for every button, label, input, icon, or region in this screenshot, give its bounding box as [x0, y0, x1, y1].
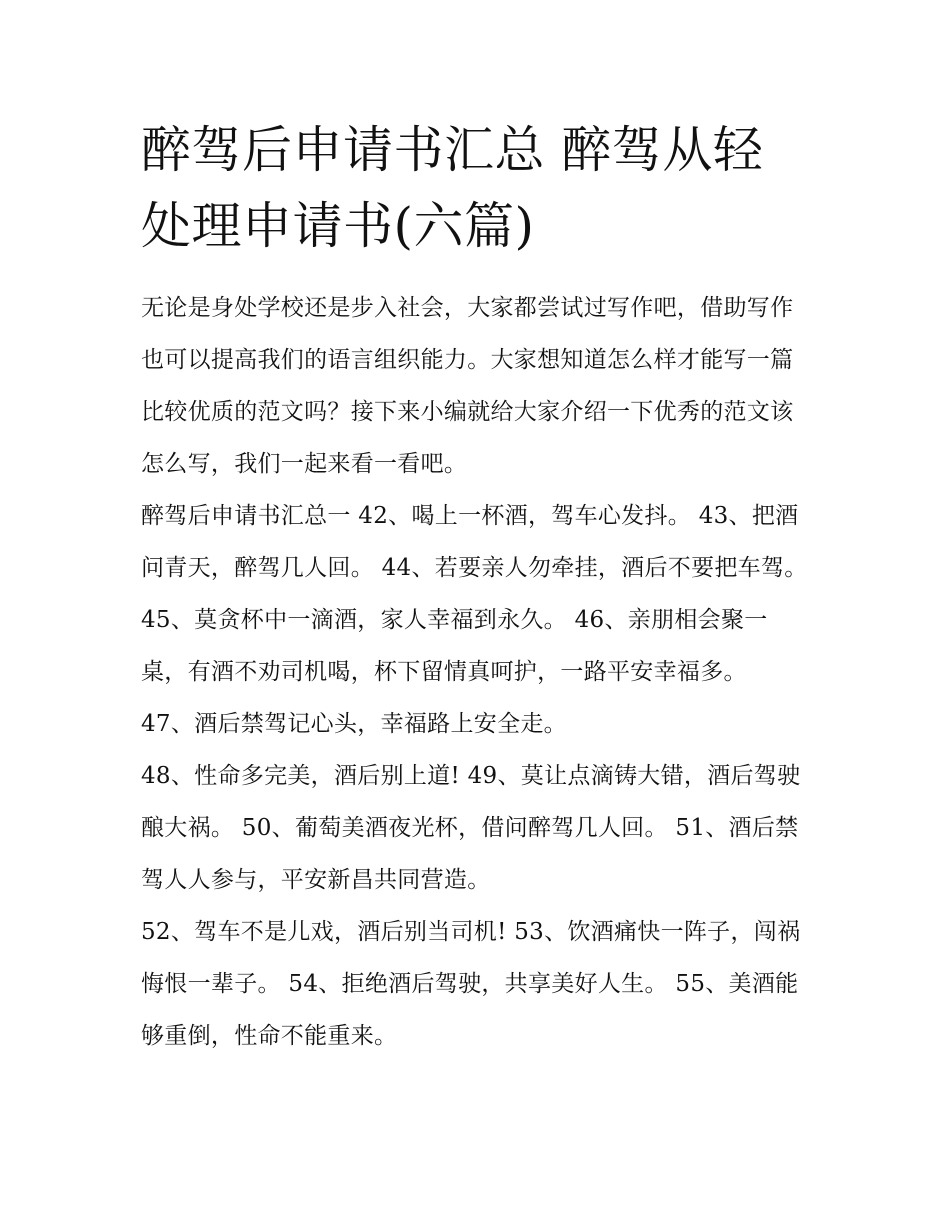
- slogan-paragraph-48-51: 48、性命多完美，酒后别上道! 49、莫让点滴铸大错，酒后驾驶酿大祸。 50、葡萄美酒夜光杯，借问醉驾几人回。 51、酒后禁驾人人参与，平安新昌共同营造。: [141, 763, 801, 893]
- document-title: 醉驾后申请书汇总 醉驾从轻处理申请书(六篇): [141, 121, 764, 255]
- slogan-paragraph-52-55: 52、驾车不是儿戏，酒后别当司机! 53、饮酒痛快一阵子，闯祸悔恨一辈子。 54、拒绝酒后驾驶，共享美好人生。 55、美酒能够重倒，性命不能重来。: [141, 919, 801, 1049]
- slogan-paragraph-42-44: 醉驾后申请书汇总一 42、喝上一杯酒，驾车心发抖。 43、把酒问青天，醉驾几人回。 44、若要亲人勿牵挂，酒后不要把车驾。: [141, 503, 808, 581]
- intro-paragraph: 无论是身处学校还是步入社会，大家都尝试过写作吧，借助写作也可以提高我们的语言组织能力。大家想知道怎么样才能写一篇比较优质的范文吗？接下来小编就给大家介绍一下优秀的范文该怎么写，我们一起来看一看吧。: [141, 295, 794, 477]
- slogan-paragraph-47: 47、酒后禁驾记心头，幸福路上安全走。: [141, 711, 567, 737]
- document-body: [141, 112, 813, 1062]
- slogan-paragraph-45-46: 45、莫贪杯中一滴酒，家人幸福到永久。 46、亲朋相会聚一桌，有酒不劝司机喝，杯下留情真呵护，一路平安幸福多。: [141, 607, 768, 685]
